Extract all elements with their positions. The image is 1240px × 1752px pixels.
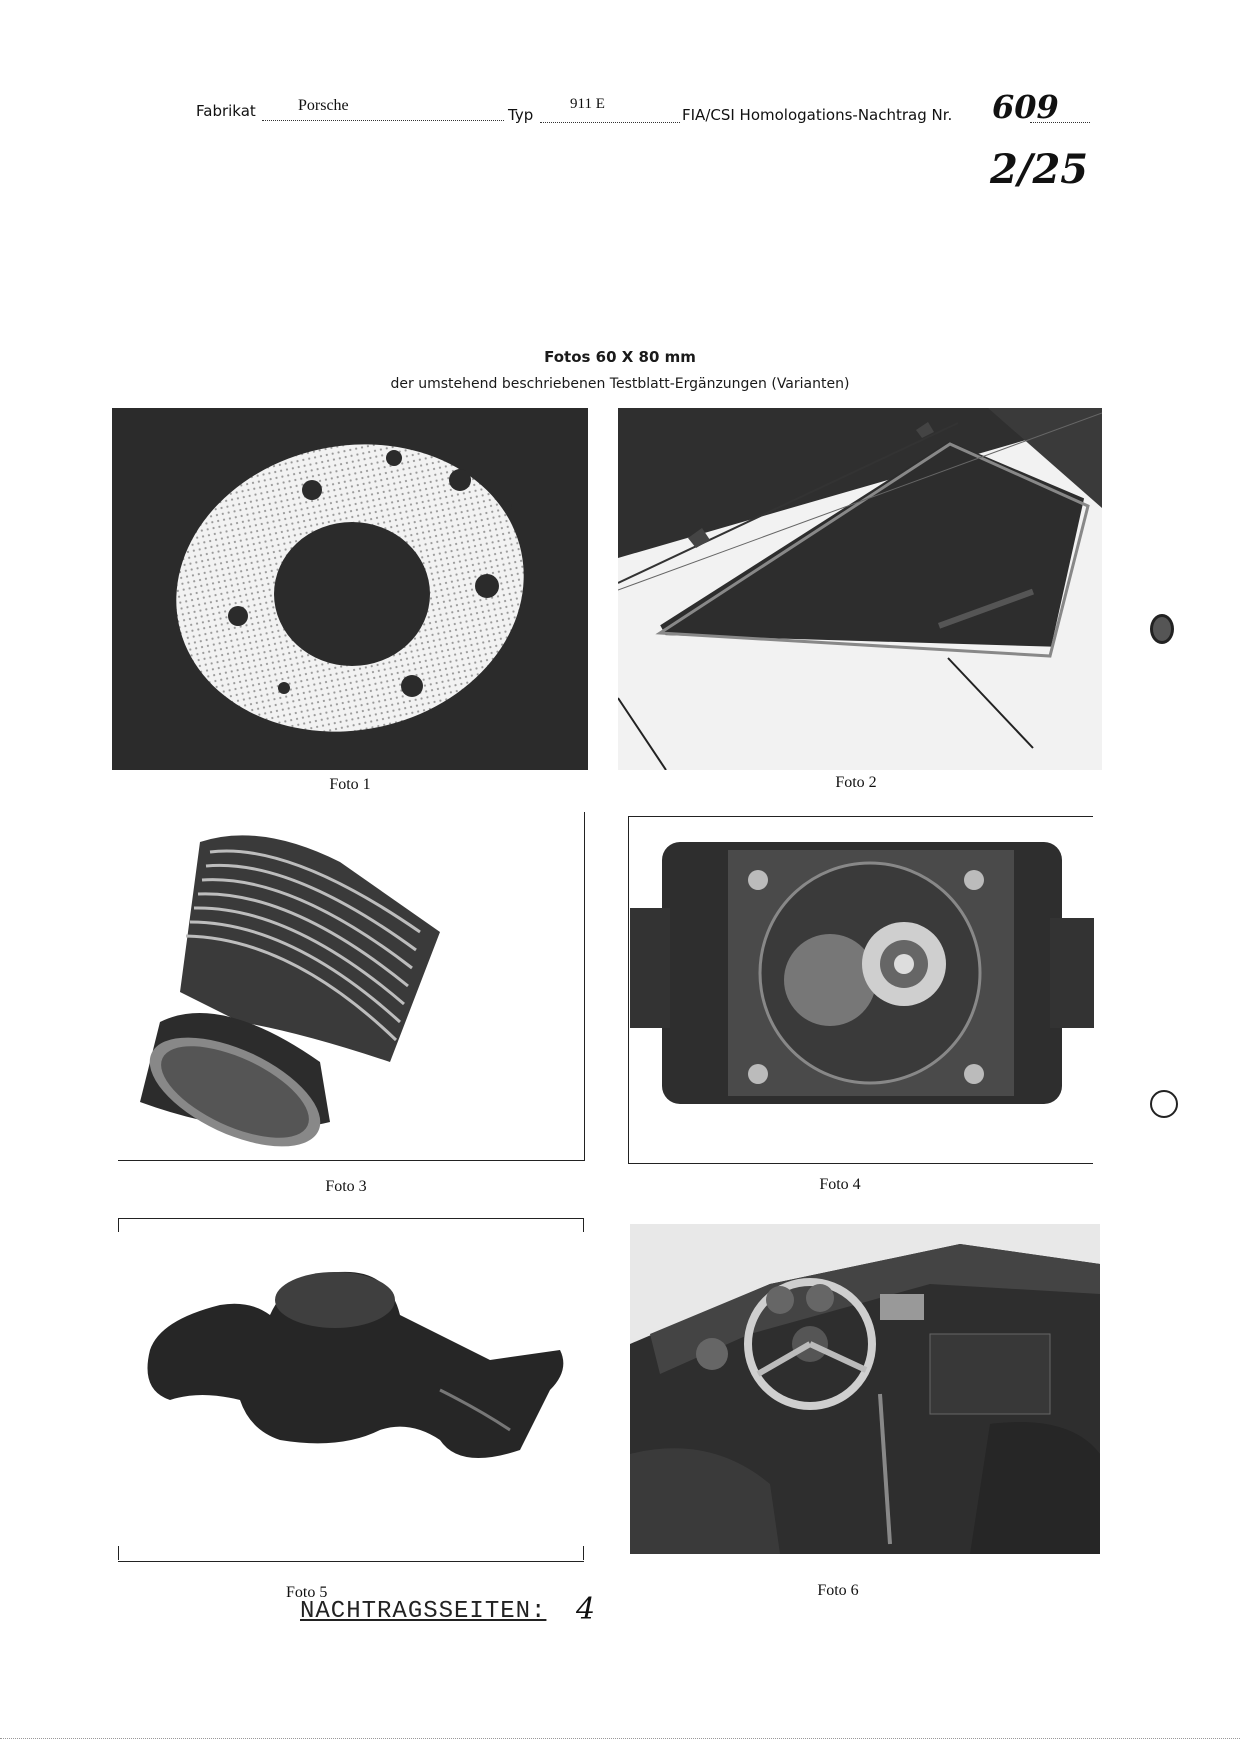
section-subtitle: der umstehend beschriebenen Testblatt-Ergänzungen (Varianten) (390, 376, 850, 392)
cylinder-illustration (140, 822, 440, 1152)
photo-3-caption: Foto 3 (325, 1178, 367, 1195)
nachtragsseiten-number-handwritten: 4 (576, 1592, 596, 1627)
bottom-scan-edge (0, 1738, 1240, 1739)
photo-5-corner-br (583, 1546, 584, 1560)
typ-label: Typ (508, 106, 534, 124)
photo-6-caption: Foto 6 (817, 1582, 859, 1599)
photo-6-interior (630, 1224, 1100, 1554)
fabrikat-label: Fabrikat (196, 102, 256, 120)
gasket-illustration (112, 408, 588, 770)
photo-5-corner-tr (583, 1218, 584, 1232)
photo-1-caption: Foto 1 (329, 776, 371, 793)
interior-illustration (630, 1224, 1100, 1554)
photo-1-gasket (112, 408, 588, 770)
photo-5-exhaust-part (140, 1260, 570, 1500)
section-title: Fotos 60 X 80 mm (544, 348, 696, 366)
photo-3-cylinder (140, 822, 440, 1152)
cylinder-head-illustration (630, 838, 1094, 1108)
nachtragsseiten-stamp: NACHTRAGSSEITEN: (300, 1598, 547, 1625)
nachtrag-label: FIA/CSI Homologations-Nachtrag Nr. (682, 106, 953, 124)
photo-4-caption: Foto 4 (819, 1176, 861, 1193)
typ-value: 911 E (570, 96, 605, 112)
punch-hole-artifact-1 (1150, 614, 1174, 644)
window-illustration (618, 408, 1102, 770)
fabrikat-value: Porsche (298, 97, 349, 114)
punch-hole-artifact-2 (1150, 1090, 1178, 1118)
photo-4-cylinder-head (630, 838, 1094, 1108)
photo-5-corner-tl (118, 1218, 119, 1232)
photo-2-window (618, 408, 1102, 770)
photo-5-corner-bl (118, 1546, 119, 1560)
nachtrag-number-handwritten: 609 (992, 88, 1059, 126)
typ-dotline (540, 122, 680, 123)
exhaust-illustration (140, 1260, 570, 1500)
page-mark-handwritten: 2/25 (990, 146, 1089, 193)
photo-5-caption: Foto 5 (286, 1584, 328, 1601)
fabrikat-dotline (262, 120, 504, 121)
photo-2-caption: Foto 2 (835, 774, 877, 791)
